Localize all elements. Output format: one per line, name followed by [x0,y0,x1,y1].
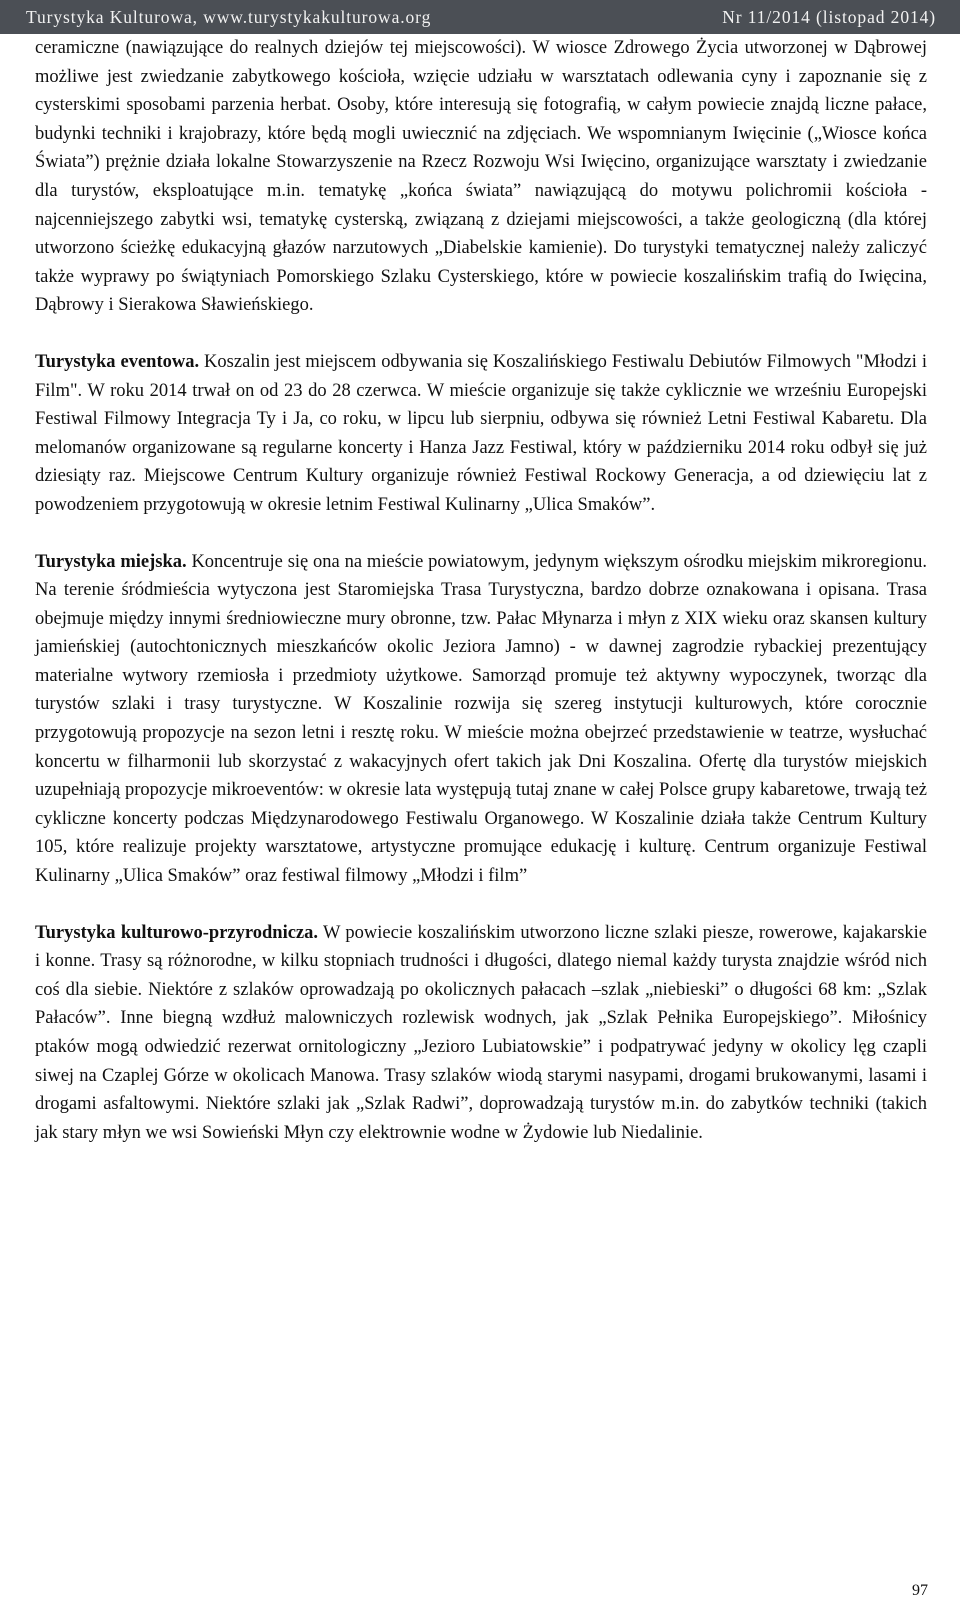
article-body [35,34,927,1175]
paragraph-nature-tourism [35,919,927,1148]
paragraph-urban-tourism [35,548,927,891]
paragraph-heading: Turystyka eventowa. [35,351,200,372]
paragraph-heading: Turystyka miejska. [35,551,187,572]
page-number: 97 [912,1582,928,1599]
paragraph-intro [35,34,927,320]
running-header [0,0,960,34]
paragraph-text: Koncentruje się ona na mieście powiatowym, jedynym większym ośrodku miejskim mikroregionu. Na terenie śródmieścia wytyczona jest Staromiejska Trasa Turystyczna, bardzo dobrze oznakowana i opisana. Trasa obejmuje między innymi średniowieczne mury obronne, tzw. Pałac Młynarza i młyn z XIX wieku oraz skansen kultury jamieńskiej (autochtonicznych mieszkańców okolic Jeziora Jamno) - w dawnej zagrodzie rybackiej prezentujący materialne wytwory rzemiosła i przedmioty użytkowe. Samorząd promuje też aktywny wypoczynek, tworząc dla turystów szlaki i trasy turystyczne. W Koszalinie rozwija się szereg instytucji kulturowych, które corocznie przygotowują propozycje na sezon letni i resztę roku. W mieście można obejrzeć przedstawienie w teatrze, wysłuchać koncertu w filharmonii lub skorzystać z wakacyjnych ofert takich jak Dni Koszalina. Ofertę dla turystów miejskich uzupełniają propozycje mikroeventów: w okresie lata występują tutaj znane w całej Polsce grupy kabaretowe, trwają też cykliczne koncerty podczas Międzynarodowego Festiwalu Organowego. W Koszalinie działa także Centrum Kultury 105, które realizuje projekty warsztatowe, artystyczne promujące edukację i kulturę. Centrum organizuje Festiwal Kulinarny „Ulica Smaków” oraz festiwal filmowy „Młodzi i film” [35,551,927,887]
paragraph-text: Koszalin jest miejscem odbywania się Koszalińskiego Festiwalu Debiutów Filmowych "Młodzi i Film". W roku 2014 trwał on od 23 do 28 czerwca. W mieście organizuje się także cyklicznie we wrześniu Europejski Festiwal Filmowy Integracja Ty i Ja, co roku, w lipcu lub sierpniu, odbywa się również Letni Festiwal Kabaretu. Dla melomanów organizowane są regularne koncerty i Hanza Jazz Festiwal, który w październiku 2014 roku odbył się już dziesiąty raz. Miejscowe Centrum Kultury organizuje również Festiwal Rockowy Generacja, a od dziewięciu lat z powodzeniem przygotowują w okresie letnim Festiwal Kulinarny „Ulica Smaków”. [35,351,927,515]
journal-title: Turystyka Kulturowa, www.turystykakulturowa.org [26,6,432,27]
issue-info: Nr 11/2014 (listopad 2014) [722,6,936,27]
paragraph-text: W powiecie koszalińskim utworzono liczne szlaki piesze, rowerowe, kajakarskie i konne. Trasy są różnorodne, w kilku stopniach trudności i długości, dlatego niemal każdy turysta znajdzie wśród nich coś dla siebie. Niektóre z szlaków oprowadzają po okolicznych pałacach –szlak „niebieski” o długości 68 km: „Szlak Pałaców”. Inne biegną wzdłuż malowniczych rozlewisk wodnych, jak „Szlak Pełnika Europejskiego”. Miłośnicy ptaków mogą odwiedzić rezerwat ornitologiczny „Jezioro Lubiatowskie” i podpatrywać jedyny w okolicy lęg czapli siwej na Czaplej Górze w okolicach Manowa. Trasy szlaków wiodą starymi nasypami, drogami brukowanymi, lasami i drogami asfaltowymi. Niektóre szlaki jak „Szlak Radwi”, doprowadzają turystów m.in. do zabytków techniki (takich jak stary młyn we wsi Sowieński Młyn czy elektrownie wodne w Żydowie lub Niedalinie. [35,922,927,1143]
paragraph-text: ceramiczne (nawiązujące do realnych dziejów tej miejscowości). W wiosce Zdrowego Życia utworzonej w Dąbrowej możliwe jest zwiedzanie zabytkowego kościoła, wzięcie udziału w warsztatach odlewania cyny i zapoznanie się z cysterskimi sposobami parzenia herbat. Osoby, które interesują się fotografią, w całym powiecie znajdą liczne pałace, budynki techniki i krajobrazy, które będą mogli uwiecznić na zdjęciach. We wspomnianym Iwięcinie („Wiosce końca Świata”) prężnie działa lokalne Stowarzyszenie na Rzecz Rozwoju Wsi Iwięcino, organizujące warsztaty i zwiedzanie dla turystów, eksploatujące m.in. tematykę „końca świata” nawiązującą do motywu polichromii kościoła - najcenniejszego zabytki wsi, tematykę cysterską, związaną z dziejami miejscowości, a także geologiczną (dla której utworzono ścieżkę edukacyjną głazów narzutowych „Diabelskie kamienie). Do turystyki tematycznej należy zaliczyć także wyprawy po świątyniach Pomorskiego Szlaku Cysterskiego, które w powiecie koszalińskim trafią do Iwięcina, Dąbrowy i Sierakowa Sławieńskiego. [35,38,927,316]
paragraph-heading: Turystyka kulturowo-przyrodnicza. [35,922,319,943]
paragraph-event-tourism [35,348,927,520]
